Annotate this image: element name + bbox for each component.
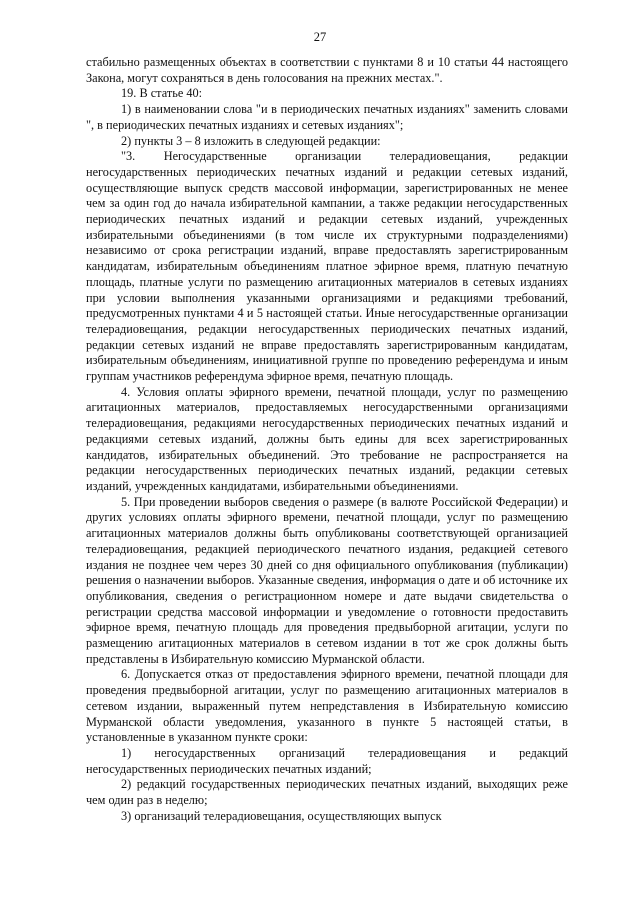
paragraph-clause-3: "3. Негосударственные организации телерадиовещания, редакции негосударственных периодических печатных изданий и редакции сетевых изданий, осуществляющие выпуск средств массовой информации, зарегистрированных не менее чем за один год до начала избирательной кампании, а также редакции негосударственных периодических печатных изданий и редакции сетевых изданий, учрежденных избирательными объединениями (в том числе их структурными подразделениями) независимо от срока регистрации изданий, вправе предоставлять зарегистрированным кандидатам, избирательным объединениям платное эфирное время, платную печатную площадь, платные услуги по размещению агитационных материалов в сетевых изданиях при условии выполнения указанными организациями и редакциями требований, предусмотренных пунктами 4 и 5 настоящей статьи. Иные негосударственные организации телерадиовещания, редакции негосударственных периодических печатных изданий, редакции сетевых изданий не вправе предоставлять зарегистрированным кандидатам, избирательным объединениям, инициативной группе по проведению референдума и иным группам участников референдума эфирное время, печатную площадь. bbox=[86, 149, 568, 384]
paragraph-clause-6: 6. Допускается отказ от предоставления эфирного времени, печатной площади для проведения предвыборной агитации, услуг по размещению агитационных материалов в сетевом издании, выраженный путем непредставления в Избирательную комиссию Мурманской области уведомления, указанного в пункте 5 настоящей статьи, в установленные в указанном пункте сроки: bbox=[86, 667, 568, 745]
paragraph-clause-4: 4. Условия оплаты эфирного времени, печатной площади, услуг по размещению агитационных материалов, предоставляемых негосударственными организациями телерадиовещания, редакциями негосударственных периодических печатных изданий и редакциями сетевых изданий, должны быть едины для всех зарегистрированных кандидатов, избирательных объединений. Это требование не распространяется на редакции негосударственных периодических печатных изданий, редакции сетевых изданий, учрежденных кандидатами, избирательными объединениями. bbox=[86, 384, 568, 493]
paragraph-subitem-2: 2) пункты 3 – 8 изложить в следующей редакции: bbox=[121, 133, 381, 148]
paragraph-clause-6-item-3: 3) организаций телерадиовещания, осуществляющих выпуск bbox=[121, 808, 442, 823]
document-body bbox=[86, 55, 568, 824]
page-number: 27 bbox=[313, 30, 327, 44]
paragraph-continuation: стабильно размещенных объектах в соответствии с пунктами 8 и 10 статьи 44 настоящего Закона, могут сохраняться в день голосования на прежних местах.". bbox=[86, 55, 568, 85]
paragraph-clause-5: 5. При проведении выборов сведения о размере (в валюте Российской Федерации) и других условиях оплаты эфирного времени, печатной площади, услуг по размещению агитационных материалов должны быть опубликованы соответствующей организацией телерадиовещания, редакцией периодического печатного издания, редакцией сетевого издания не позднее чем через 30 дней со дня официального опубликования (публикации) решения о назначении выборов. Указанные сведения, информация о дате и об источнике их опубликования, сведения о регистрационном номере и дате выдачи свидетельства о регистрации средства массовой информации и уведомление о готовности предоставить эфирное время, печатную площадь для проведения предвыборной агитации, услуги по размещению агитационных материалов в сетевом издании в тот же срок должны быть представлены в Избирательную комиссию Мурманской области. bbox=[86, 494, 568, 666]
paragraph-subitem-1: 1) в наименовании слова "и в периодических печатных изданиях" заменить словами ", в периодических печатных изданиях и сетевых изданиях"; bbox=[86, 102, 568, 132]
paragraph-clause-6-item-1: 1) негосударственных организаций телерадиовещания и редакций негосударственных периодических печатных изданий; bbox=[86, 745, 568, 776]
paragraph-item-19: 19. В статье 40: bbox=[121, 86, 203, 101]
paragraph-clause-6-item-2: 2) редакций государственных периодических печатных изданий, выходящих реже чем один раз в неделю; bbox=[86, 777, 568, 808]
